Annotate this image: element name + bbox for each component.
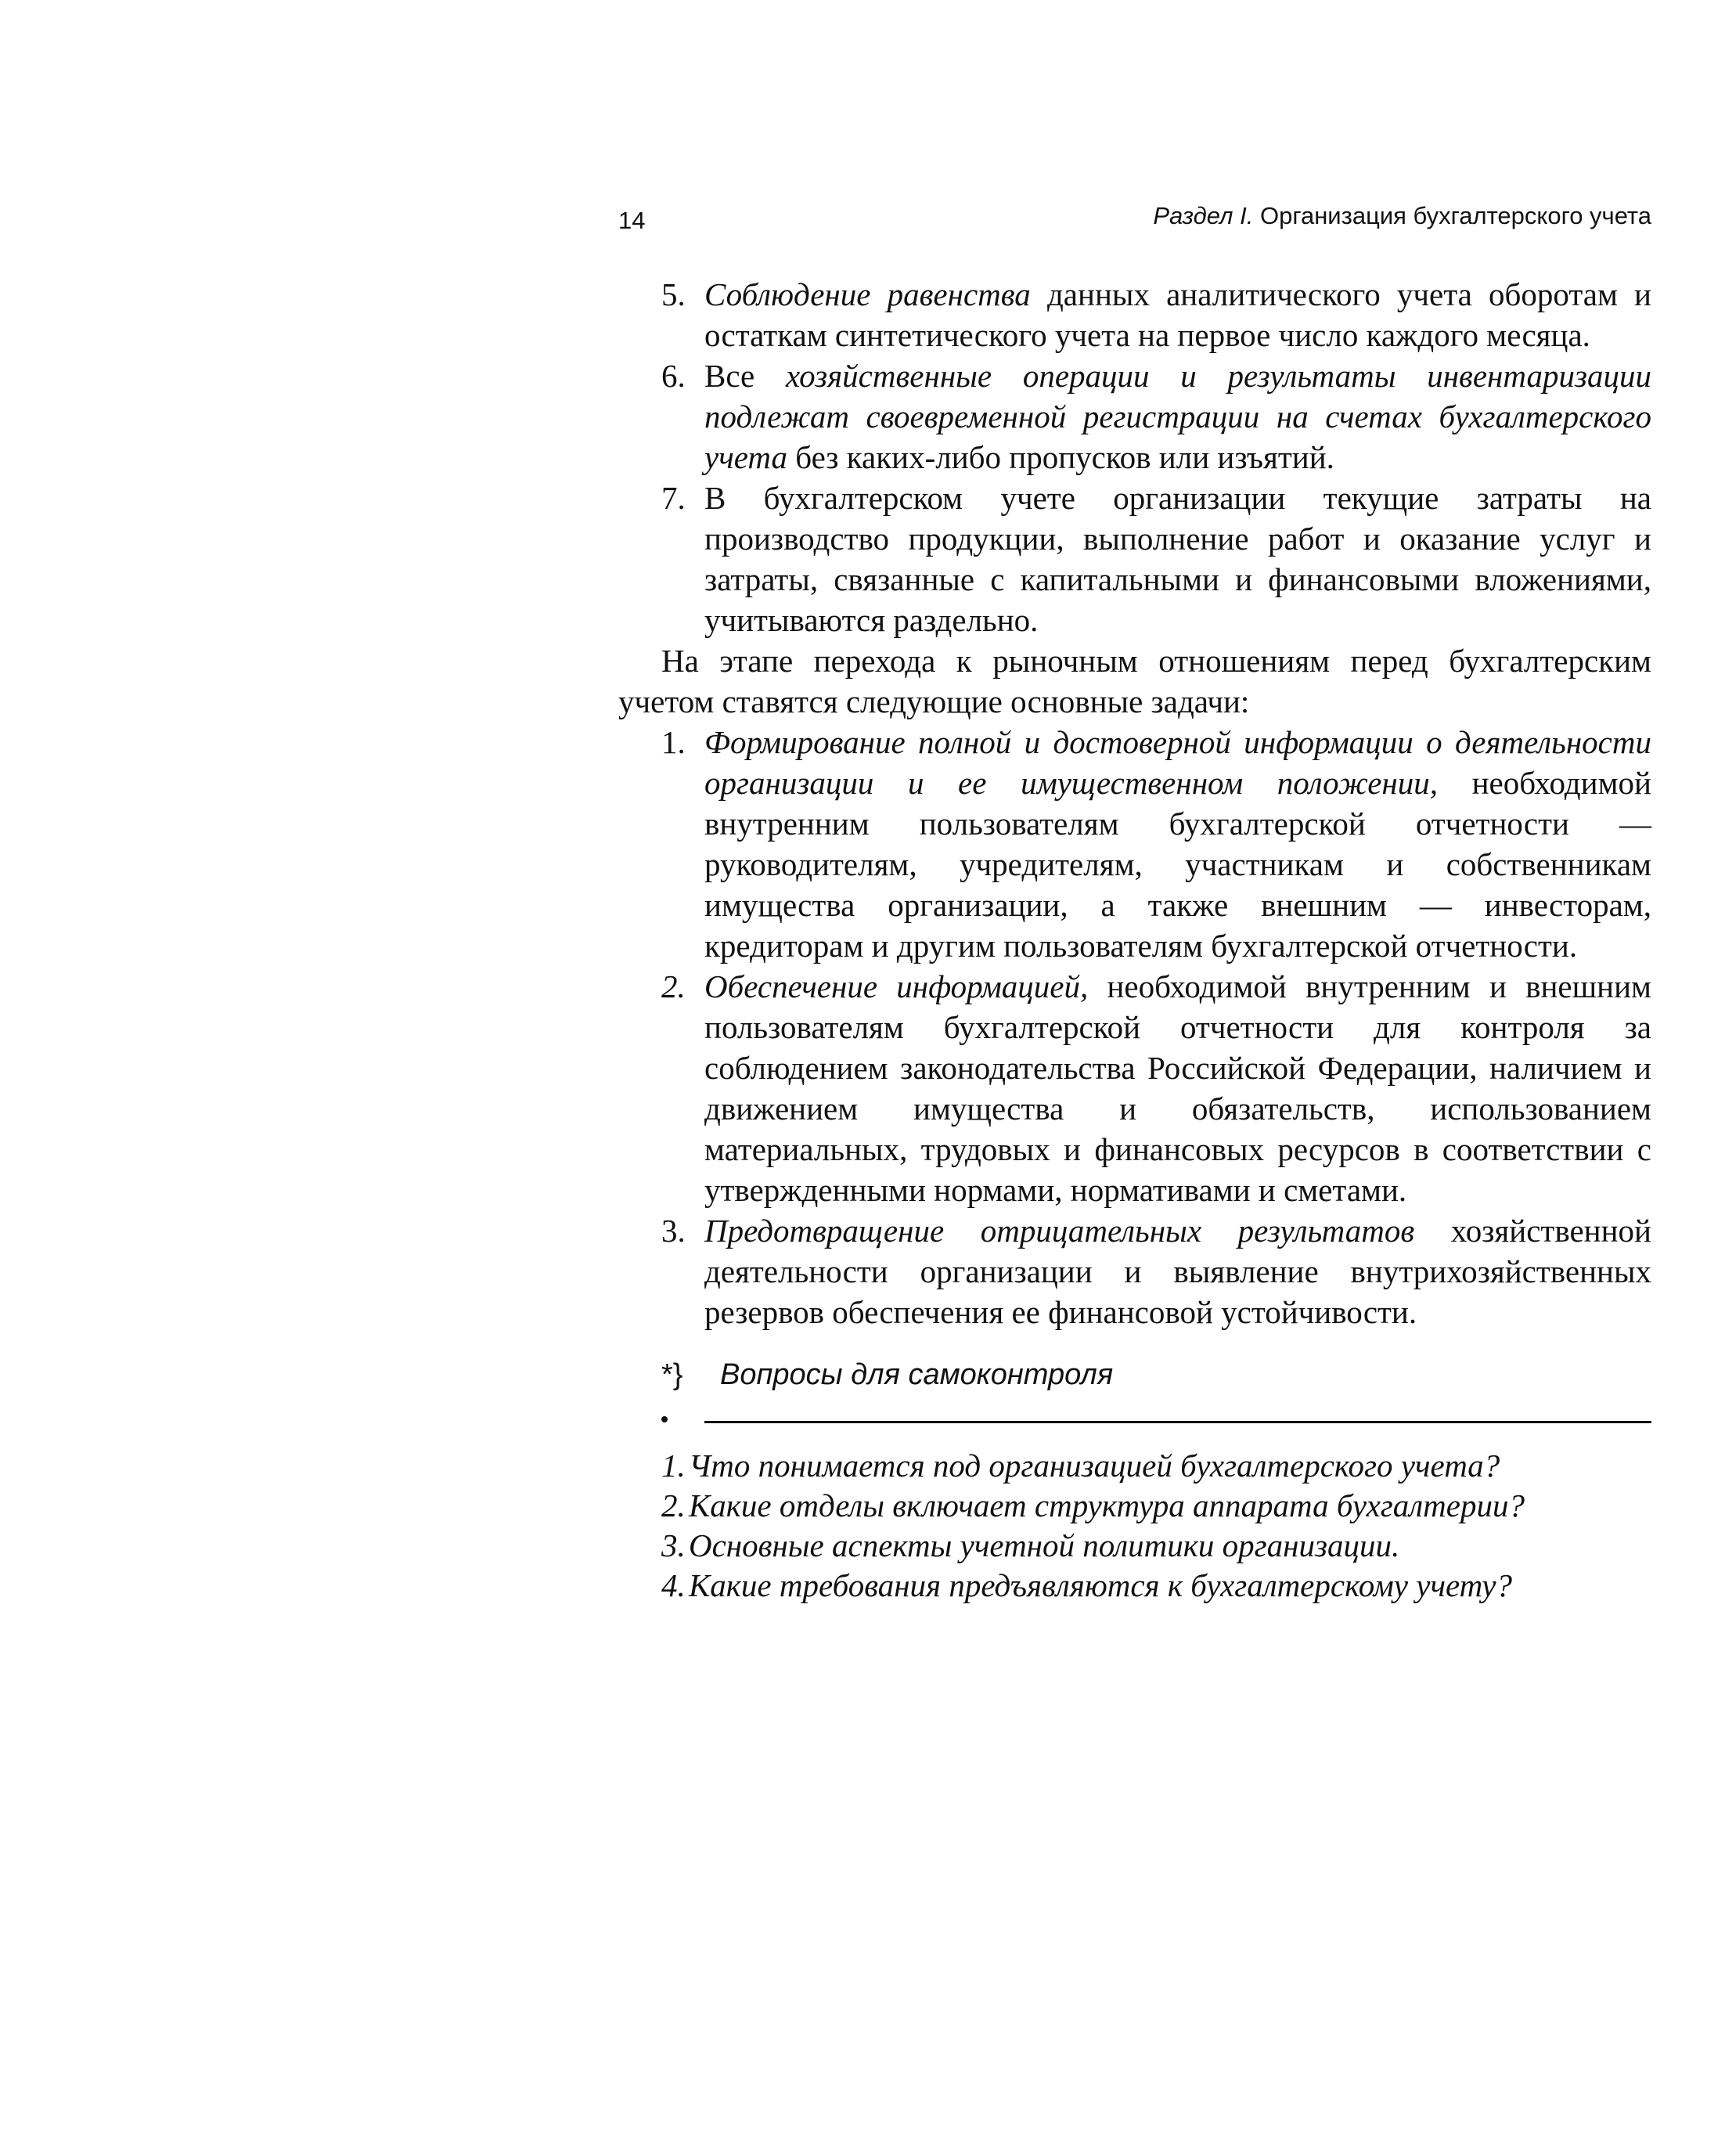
question-number: 2.	[661, 1487, 686, 1523]
item-text	[704, 722, 1651, 966]
running-head	[1153, 202, 1651, 230]
question-number: 3.	[661, 1527, 686, 1563]
section-title: Организация бухгалтерского учета	[1259, 202, 1651, 229]
item-emphasis: Предотвращение отрицательных результатов	[704, 1213, 1415, 1249]
bullet-icon	[661, 1416, 668, 1422]
question-mark-icon: *}	[661, 1358, 683, 1391]
principle-item-5	[618, 274, 1651, 355]
item-number: 1.	[661, 724, 686, 760]
task-item-2	[618, 966, 1651, 1210]
question-text: Какие требования предъявляются к бухгалтерскому учету?	[689, 1567, 1512, 1603]
item-text: В бухгалтерском учете организации текущие затраты на производство продукции, выполнение работ и оказание услуг и затраты, связанные с капитальными и финансовыми вложениями, учитываются раздельно.	[704, 480, 1651, 638]
self-check-heading	[618, 1358, 1651, 1405]
section-label: Раздел I.	[1153, 202, 1254, 229]
item-body: данных аналитического учета оборотам и остаткам синтетического учета на первое число каждого месяца.	[704, 276, 1651, 353]
item-text	[704, 1210, 1651, 1332]
self-check-title: Вопросы для самоконтроля	[720, 1358, 1114, 1391]
item-number: 7.	[661, 480, 686, 516]
principle-item-7	[618, 478, 1651, 640]
principle-item-6	[618, 355, 1651, 478]
item-body: хозяйственной деятельности организации и выявление внутрихозяйственных резервов обеспечения ее финансовой устойчивости.	[704, 1213, 1651, 1330]
question-item	[618, 1566, 1651, 1606]
item-emphasis: Обеспечение информацией,	[704, 968, 1089, 1004]
item-number: 6.	[661, 358, 686, 394]
item-lead: Все	[704, 358, 786, 394]
heading-rule	[618, 1405, 1651, 1437]
item-body: необходимой внутренним и внешним пользователям бухгалтерской отчетности для контроля за соблюдением законодательства Российской Федерации, наличием и движением имущества и обязательств, использованием материальных, трудовых и финансовых ресурсов в соответствии с утвержденными нормами, нормативами и сметами.	[704, 968, 1651, 1208]
task-item-3	[618, 1210, 1651, 1332]
item-body: необходимой внутренним пользователям бухгалтерской отчетности — руководителям, учредителям, участникам и собственникам имущества организации, а также внешним — инвесторам, кредиторам и другим пользователям бухгалтерской отчетности.	[704, 765, 1651, 964]
question-item	[618, 1446, 1651, 1486]
item-emphasis: хозяйственные операции и результаты инвентаризации подлежат своевременной регистрации на счетах бухгалтерского учета	[704, 358, 1651, 475]
page-number: 14	[618, 207, 646, 234]
item-text	[704, 355, 1651, 478]
page-header	[618, 202, 1651, 240]
item-body: без каких-либо пропусков или изъятий.	[787, 439, 1334, 475]
question-list	[618, 1446, 1651, 1606]
question-text: Основные аспекты учетной политики организации.	[689, 1527, 1400, 1563]
question-number: 4.	[661, 1567, 686, 1603]
main-text	[618, 274, 1651, 1332]
question-text: Какие отделы включает структура аппарата бухгалтерии?	[689, 1487, 1525, 1523]
item-text	[704, 274, 1651, 355]
question-number: 1.	[661, 1448, 686, 1484]
item-number: 3.	[661, 1213, 686, 1249]
self-check-section	[618, 1358, 1651, 1606]
item-number: 2.	[661, 968, 686, 1004]
item-emphasis: Формирование полной и достоверной информации о деятельности организации и ее имущественном положении,	[704, 724, 1651, 801]
question-text: Что понимается под организацией бухгалтерского учета?	[689, 1448, 1500, 1484]
intro-paragraph: На этапе перехода к рыночным отношениям перед бухгалтерским учетом ставятся следующие основные задачи:	[618, 643, 1651, 719]
task-item-1	[618, 722, 1651, 966]
divider	[704, 1421, 1651, 1423]
question-item	[618, 1526, 1651, 1566]
item-text	[704, 966, 1651, 1210]
item-number: 5.	[661, 276, 686, 312]
question-item	[618, 1486, 1651, 1526]
item-emphasis: Соблюдение равенства	[704, 276, 1031, 312]
